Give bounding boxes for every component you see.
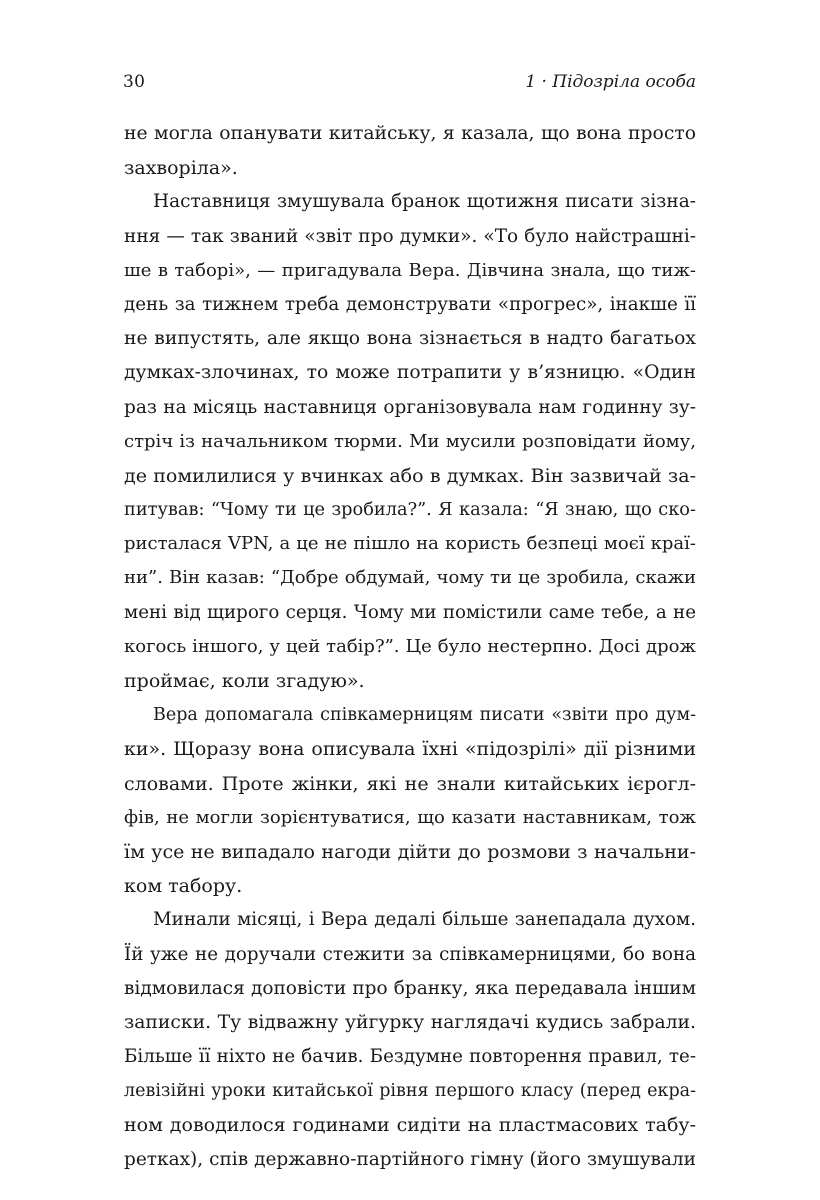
page-number: 30: [123, 72, 146, 92]
text-line: ретках), спів державно-партійного гімну (його змушували: [124, 1148, 696, 1170]
text-line: думках-злочинах, то може потрапити у в’язницю. «Один: [124, 362, 696, 384]
text-line: Минали місяці, і Вера дедалі більше занепадала духом.: [153, 909, 696, 931]
text-line: фів, не могли зорієнтуватися, що казати наставникам, тож: [124, 806, 696, 828]
body-text: [124, 117, 696, 1177]
text-line: стріч із начальником тюрми. Ми мусили розповідати йому,: [124, 430, 696, 452]
text-line: день за тижнем треба демонструвати «прогрес», інакше її: [124, 293, 696, 315]
text-line: ння — так званий «звіт про думки». «То було найстрашні-: [124, 225, 696, 247]
text-line: левізійні уроки китайської рівня першого класу (перед екра-: [124, 1081, 696, 1102]
text-line: ком табору.: [124, 875, 243, 898]
text-line: відмовилася доповісти про бранку, яка передавала іншим: [124, 977, 696, 999]
text-line: словами. Проте жінки, які не знали китайських ієрогл-: [124, 772, 696, 795]
text-line: де помилилися у вчинках або в думках. Він зазвичай за-: [124, 464, 696, 487]
text-line: Їй уже не доручали стежити за співкамерницями, бо вона: [124, 943, 696, 965]
text-line: ки». Щоразу вона описувала їхні «підозрілі» дії різними: [124, 738, 696, 761]
text-line: ном доводилося годинами сидіти на пластмасових табу-: [124, 1114, 696, 1137]
text-line: не могла опанувати китайську, я казала, що вона просто: [124, 123, 696, 144]
text-line: когось іншого, у цей табір?”. Це було нестерпно. Досі дрож: [124, 635, 696, 657]
text-line: питував: “Чому ти це зробила?”. Я казала: “Я знаю, що ско-: [124, 500, 696, 521]
text-line: ше в таборі», — пригадувала Вера. Дівчина знала, що тиж-: [124, 259, 696, 281]
text-line: Наставниця змушувала бранок щотижня писати зізна-: [153, 191, 696, 213]
text-line: записки. Ту відважну уйгурку наглядачі кудись забрали.: [124, 1011, 696, 1033]
text-line: їм усе не випадало нагоди дійти до розмови з начальни-: [124, 840, 696, 863]
text-line: захворіла».: [124, 157, 238, 180]
text-line: мені від щирого серця. Чому ми помістили саме тебе, а не: [124, 601, 696, 623]
text-line: Більше її ніхто не бачив. Бездумне повторення правил, те-: [124, 1046, 696, 1068]
text-line: Вера допомагала співкамерницям писати «звіти про дум-: [153, 705, 696, 726]
text-line: ристалася VPN, а це не пішло на користь безпеці моєї краї-: [124, 533, 696, 555]
text-line: ни”. Він казав: “Добре обдумай, чому ти це зробила, скажи: [124, 567, 696, 589]
text-line: не випустять, але якщо вона зізнається в надто багатьох: [124, 328, 696, 350]
text-line: проймає, коли згадую».: [124, 670, 365, 692]
text-line: раз на місяць наставниця організовувала нам годинну зу-: [124, 396, 696, 418]
running-title: 1 · Підозріла особа: [525, 72, 696, 92]
